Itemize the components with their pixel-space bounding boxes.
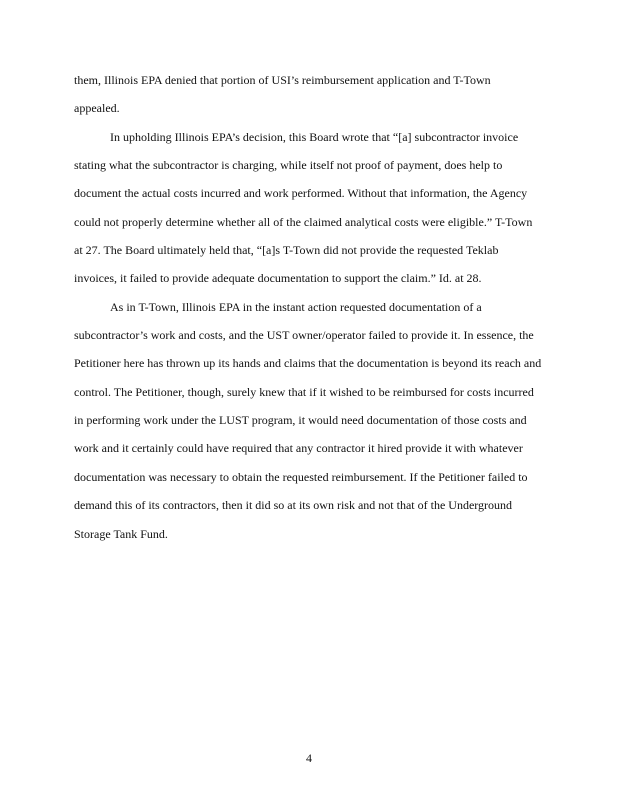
body-text-line: documentation was necessary to obtain the requested reimbursement. If the Petitioner failed to: [74, 470, 528, 484]
page-number: 4: [306, 751, 312, 765]
body-text-line: invoices, it failed to provide adequate documentation to support the claim.” Id. at 28.: [74, 271, 482, 285]
body-text-line: Petitioner here has thrown up its hands and claims that the documentation is beyond its reach and: [74, 356, 542, 370]
body-text-line: them, Illinois EPA denied that portion of USI’s reimbursement application and T-Town: [74, 73, 491, 87]
body-text-line: In upholding Illinois EPA’s decision, this Board wrote that “[a] subcontractor invoice: [110, 130, 519, 144]
body-text-line: control. The Petitioner, though, surely knew that if it wished to be reimbursed for costs incurred: [74, 385, 534, 399]
body-text-line: Storage Tank Fund.: [74, 527, 168, 541]
body-text-line: appealed.: [74, 101, 120, 115]
body-text-line: work and it certainly could have required that any contractor it hired provide it with whatever: [74, 441, 523, 455]
body-text-line: subcontractor’s work and costs, and the UST owner/operator failed to provide it. In essence, the: [74, 328, 534, 342]
body-text-line: in performing work under the LUST program, it would need documentation of those costs and: [74, 413, 527, 427]
body-text-line: document the actual costs incurred and work performed. Without that information, the Agency: [74, 186, 528, 200]
body-text-line: could not properly determine whether all of the claimed analytical costs were eligible.” T-Town: [74, 215, 533, 229]
body-text-line: stating what the subcontractor is charging, while itself not proof of payment, does help to: [74, 158, 503, 172]
body-text-line: at 27. The Board ultimately held that, “[a]s T-Town did not provide the requested Teklab: [74, 243, 499, 257]
body-text-line: As in T-Town, Illinois EPA in the instant action requested documentation of a: [110, 300, 482, 314]
body-text-line: demand this of its contractors, then it did so at its own risk and not that of the Underground: [74, 498, 513, 512]
